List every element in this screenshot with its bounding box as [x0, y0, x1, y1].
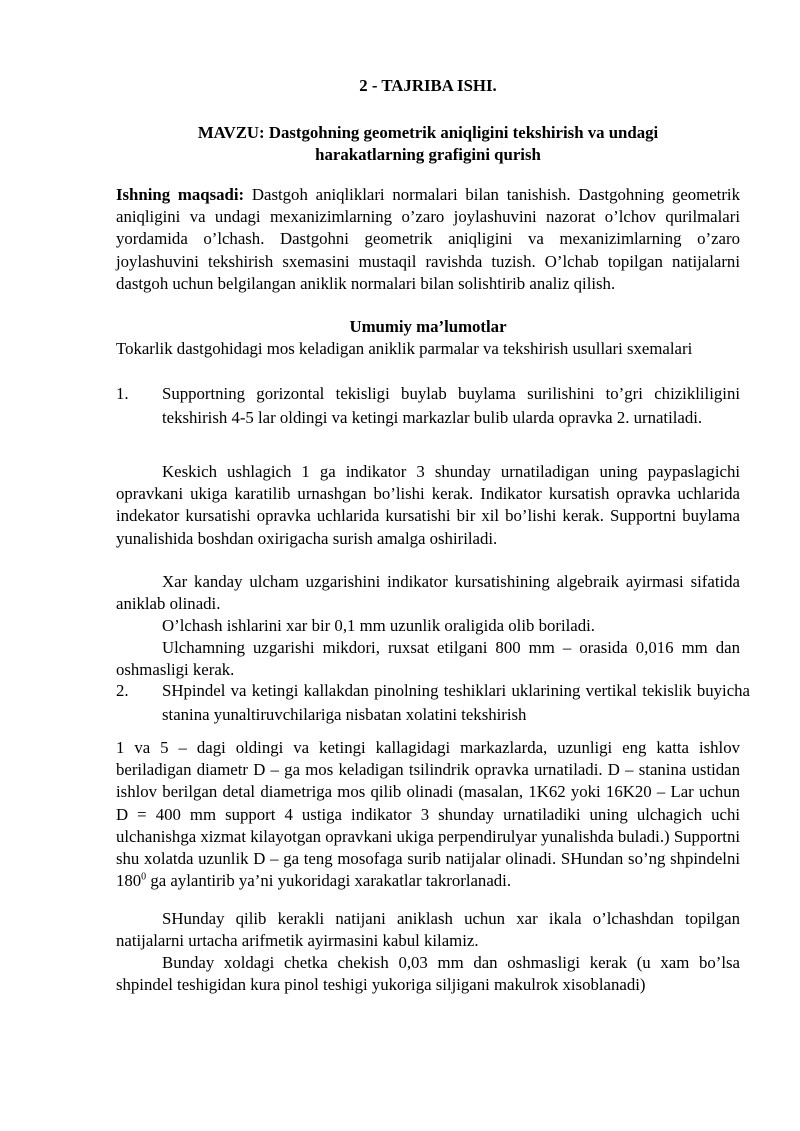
goal-paragraph — [116, 184, 740, 295]
topic-line-1: MAVZU: Dastgohning geometrik aniqligini tekshirish va undagi — [197, 123, 659, 142]
paragraph-cutter-holder: Keskich ushlagich 1 ga indikator 3 shunday urnatiladigan uning paypaslagichi opravkani ukiga karatilib urnashgan bo’lishi kerak. Indikator kursatish opravka uchlarida indekator kursatishi opravka uchlarida kursatishi bir xil bo’lishi kerak. Supportni buylama yunalishida boshdan oxirigacha surish amalga oshiriladi. — [116, 462, 740, 548]
degree-superscript: 0 — [141, 871, 147, 883]
general-info-heading: Umumiy ma’lumotlar — [349, 317, 507, 336]
list-item-2 — [116, 679, 750, 726]
paragraph-deviation-limit: Bunday xoldagi chetka chekish 0,03 mm dan oshmasligi kerak (u xam bo’lsa shpindel teshigidan kura pinol teshigi yukoriga siljigani makulrok xisoblanadi) — [116, 953, 740, 995]
list-item-1-text: Supportning gorizontal tekisligi buylab buylama surilishini to’gri chizikliligini tekshirish 4-5 lar oldingi va ketingi markazlar bulib ularda opravka 2. urnatiladi. — [162, 384, 740, 427]
list-item-1-number: 1. — [116, 384, 129, 403]
paragraph-centers-setup — [116, 737, 740, 892]
topic-heading — [116, 122, 740, 166]
paragraph-centers-setup-b: ga aylantirib ya’ni yukoridagi xarakatlar takrorlanadi. — [146, 871, 512, 891]
intro-paragraph: Tokarlik dastgohidagi mos keladigan aniklik parmalar va tekshirish usullari sxemalari — [116, 339, 693, 358]
paragraph-tolerance: Ulchamning uzgarishi mikdori, ruxsat etilgani 800 mm – orasida 0,016 mm dan oshmasligi kerak. — [116, 638, 740, 680]
topic-line-2: harakatlarning grafigini qurish — [315, 145, 541, 165]
paragraph-size-change: Xar kanday ulcham uzgarishini indikator kursatishining algebraik ayirmasi sifatida aniklab olinadi. — [116, 572, 740, 614]
list-item-2-text: SHpindel va ketingi kallakdan pinolning teshiklari uklarining vertikal tekislik buyicha stanina yunaltiruvchilariga nisbatan xolatini tekshirish — [162, 681, 750, 724]
paragraph-centers-setup-a: 1 va 5 – dagi oldingi va ketingi kallagidagi markazlarda, uzunligi eng katta ishlov beriladigan diametr D – ga mos keladigan tsilindrik opravka urnatiladi. D – stanina ustidan ishlov berilgan detal diametriga mos qilib olinadi (masalan, 1K62 yoki 16K20 – Lar uchun D = 400 mm support 4 ustiga indikator 3 shunday urnatiladiki uning ulchagich uchi ulchanishga xizmat kilayotgan opravkani ukiga perpendirulyar yunalishda buladi.) Supportni shu xolatda uzunlik D – ga teng mosofaga surib natijalar olinadi. SHundan so’ng shpindelni 180 — [116, 738, 741, 891]
paragraph-measurement-step: O’lchash ishlarini xar bir 0,1 mm uzunlik oraligida olib boriladi. — [162, 616, 595, 635]
list-item-2-number: 2. — [116, 681, 129, 700]
goal-text: Dastgoh aniqliklari normalari bilan tanishish. Dastgohning geometrik aniqligini va undagi mexanizimlarning o’zaro joylashuvini nazorat o’lchov qurilmalari yordamida o’lchash. Dastgohni geometrik aniqligini va mexanizimlarning o’zaro joylashuvini tekshirish sxemasini mustaqil ravishda tuzish. O’lchab topilgan natijalarni dastgoh uchun belgilangan aniklik normalari bilan solishtirib analiz qilish. — [116, 185, 740, 293]
goal-label: Ishning maqsadi: — [116, 185, 245, 204]
list-item-1 — [116, 382, 740, 429]
lab-title: 2 - TAJRIBA ISHI. — [359, 76, 497, 95]
paragraph-average-result: SHunday qilib kerakli natijani aniklash uchun xar ikala o’lchashdan topilgan natijalarni urtacha arifmetik ayirmasini kabul kilamiz. — [116, 909, 740, 951]
